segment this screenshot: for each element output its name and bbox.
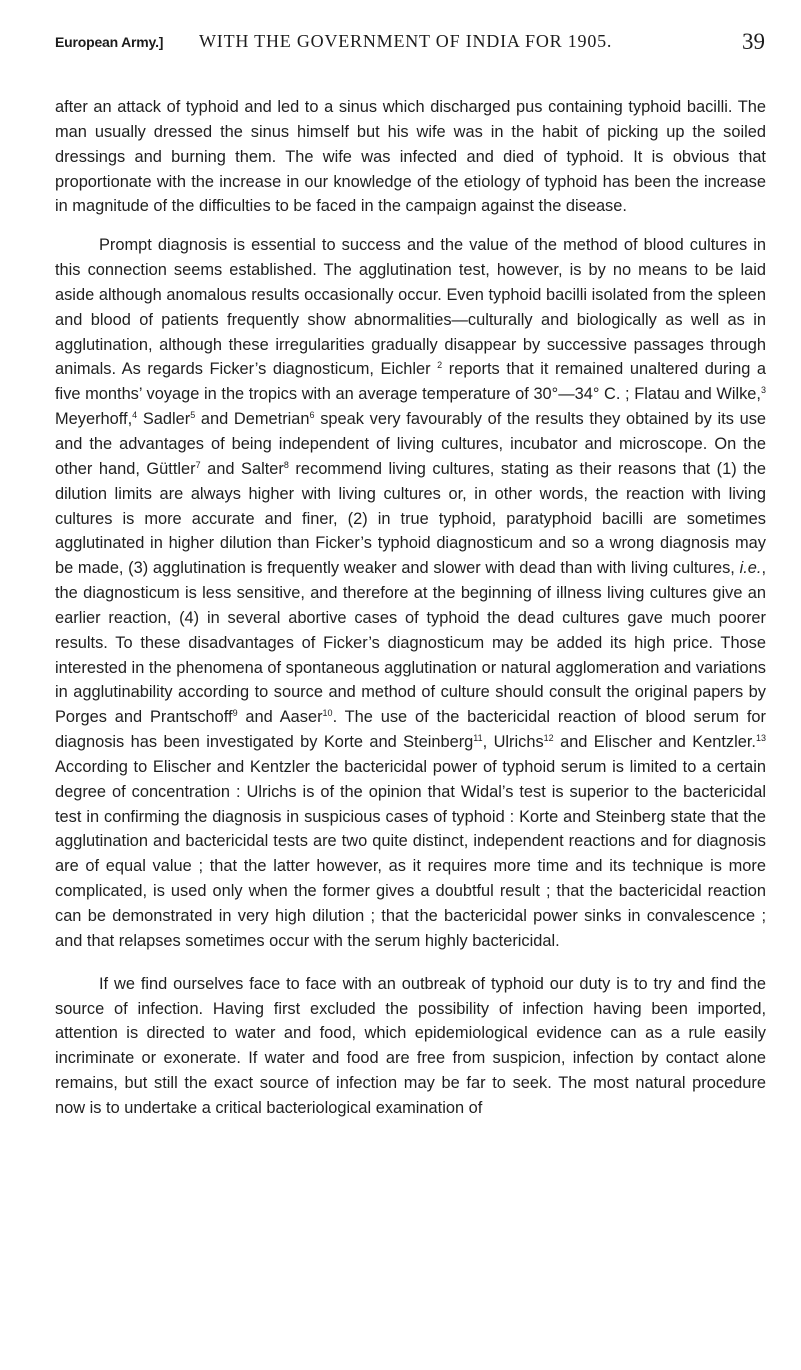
paragraph-outbreak: If we find ourselves face to face with an outbreak of typhoid our duty is to try and find the source of infection. Having first excluded the possibility of infection having been imported, attention is directed to water and food, which epidemiological evidence can as a rule easily incriminate or exonerate. If water and food are free from suspicion, infection by contact alone remains, but still the exact source of infection may be far to seek. The most natural procedure now is to undertake a critical bacteriological examination of	[55, 974, 766, 1117]
running-head-section: European Army.]	[55, 34, 164, 50]
body-text	[55, 95, 766, 1121]
page-number: 39	[742, 29, 765, 54]
running-head	[55, 28, 765, 58]
running-head-title: WITH THE GOVERNMENT OF INDIA FOR 1905.	[199, 31, 613, 51]
paragraph-diagnosis: Prompt diagnosis is essential to success and the value of the method of blood cultures in this connection seems established. The agglutination test, however, is by no means to be laid aside although anomalous results occasionally occur. Even typhoid bacilli isolated from the spleen and blood of patients frequently show abnormalities—culturally and biologically as well as in agglutination, although these irregularities gradually disappear by successive passages through animals. As regards Ficker’s diagnosticum, Eichler $^2$ reports that it remained unaltered during a five months’ voyage in the tropics with an average temperature of 30°—34° C. ; Flatau and Wilke,$^3$ Meyerhoff,$^4$ Sadler$^5$ and Demetrian$^6$ speak very favourably of the results they obtained by its use and the advantages of being independent of living cultures, incubator and microscope. On the other hand, Güttler$^7$ and Salter$^8$ recommend living cultures, stating as their reasons that (1) the dilution limits are always higher with living cultures or, in other words, the reaction with living cultures is more accurate and finer, (2) in true typhoid, paratyphoid bacilli are sometimes agglutinated in higher dilution than Ficker’s typhoid diagnosticum and so a wrong diagnosis may be made, (3) agglutination is frequently weaker and slower with dead than with living cultures, i.e., the diagnosticum is less sensitive, and therefore at the beginning of illness living cultures give an earlier reaction, (4) in several abortive cases of typhoid the dead cultures gave much poorer results. To these disadvantages of Ficker’s diagnosticum may be added its high price. Those interested in the phenomena of spontaneous agglutination or natural agglomeration and variations in agglutinability according to source and method of culture should consult the original papers by Porges and Prantschoff$^9$ and Aaser$^{10}$. The use of the bactericidal reaction of blood serum for diagnosis has been investigated by Korte and Steinberg$^{11}$, Ulrichs$^{12}$ and Elischer and Kentzler.$^{13}$ According to Elischer and Kentzler the bactericidal power of typhoid serum is limited to a certain degree of concentration : Ulrichs is of the opinion that Widal’s test is superior to the bactericidal test in confirming the diagnosis in suspicious cases of typhoid : Korte and Steinberg state that the agglutination and bactericidal tests are two quite distinct, independent reactions and for diagnosis are of equal value ; that the latter however, as it requires more time and its technique is more complicated, is used only when the former gives a doubtful result ; that the bactericidal reaction can be demonstrated in very high dilution ; that the bactericidal power sinks in convalescence ; and that relapses sometimes occur with the serum highly bactericidal.	[55, 236, 767, 950]
paragraph-continued: after an attack of typhoid and led to a sinus which discharged pus containing typhoid bacilli. The man usually dressed the sinus himself but his wife was in the habit of picking up the soiled dressings and burning them. The wife was infected and died of typhoid. It is obvious that proportionate with the increase in our knowledge of the etiology of typhoid has been the increase in magnitude of the difficulties to be faced in the campaign against the disease.	[55, 98, 766, 216]
